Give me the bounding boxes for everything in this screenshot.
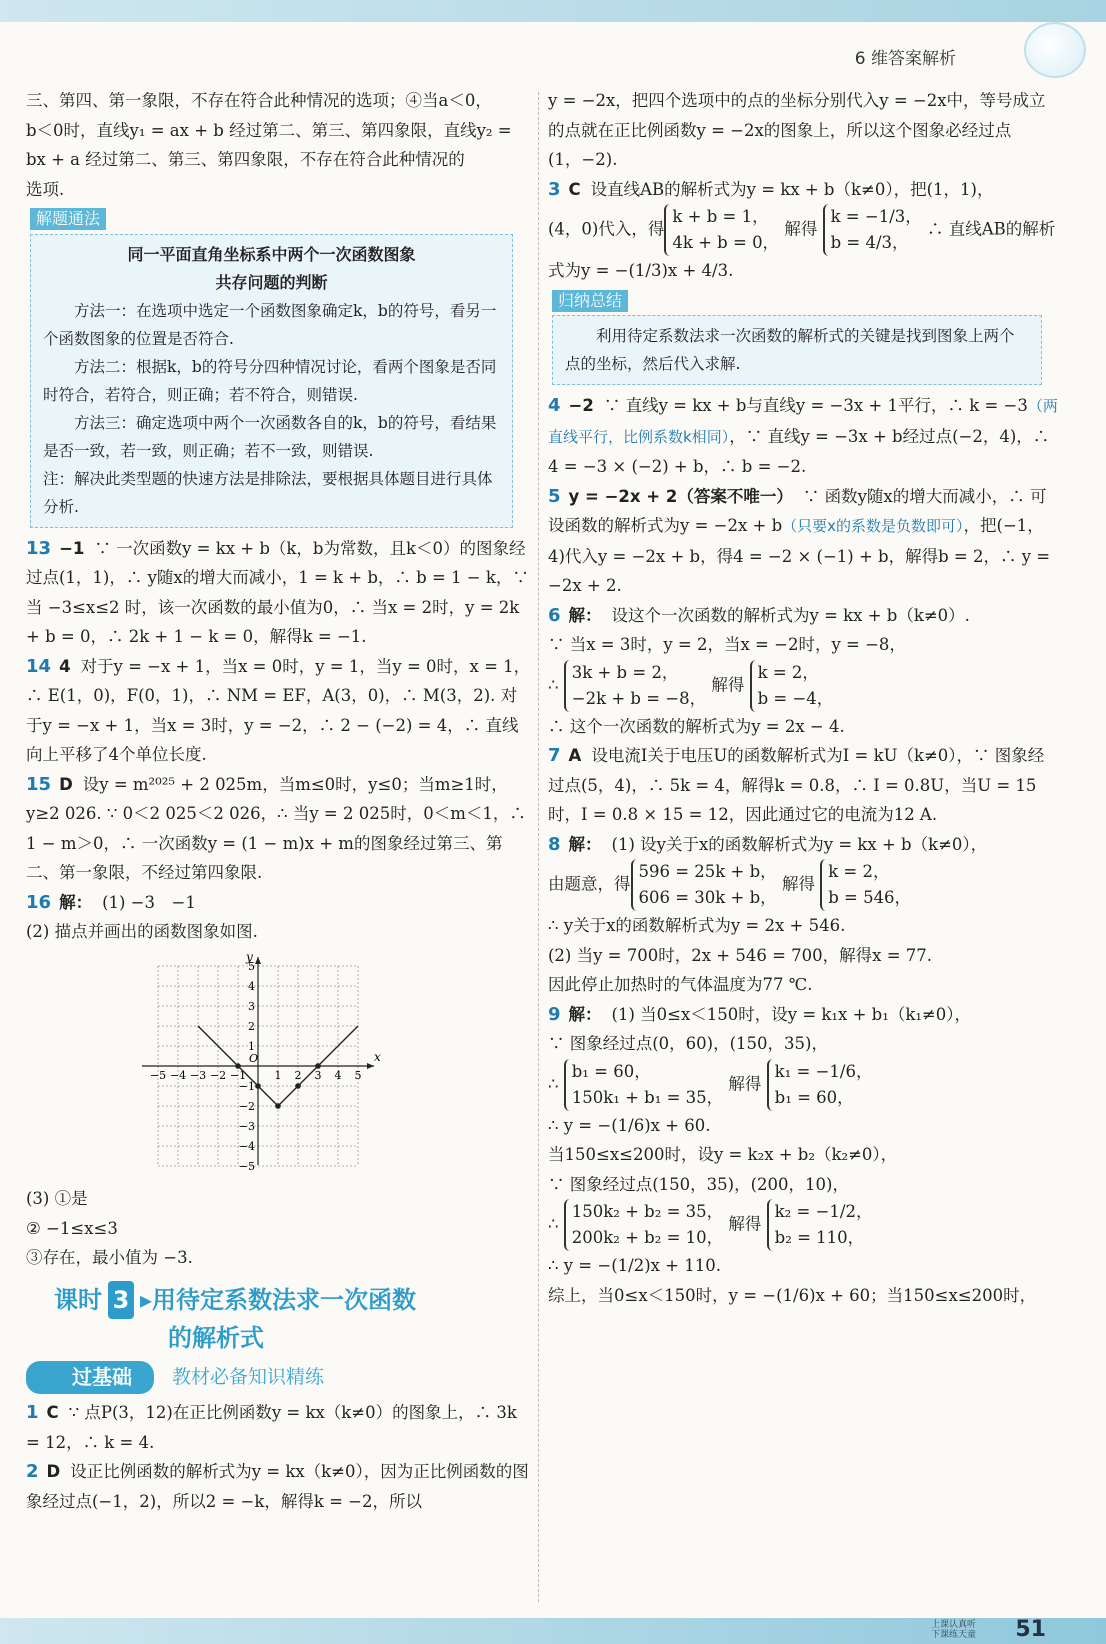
y-tick-label: −5: [238, 1159, 255, 1173]
solution-text: (3) ①是: [26, 1189, 88, 1208]
solution-text: (4，0)代入，得: [548, 219, 665, 239]
y-tick-label: −2: [238, 1099, 255, 1113]
solution-text: ，∵ 直线y = −3x + b经过点(−2，4)，∴ 4 = −3 × (−2) + b，∴ b = −2.: [548, 426, 1050, 476]
question-number: 8: [548, 833, 561, 855]
footer-text: 下课练天童: [930, 1630, 976, 1640]
page-header: 6 维答案解析: [854, 49, 956, 69]
summary-text: 利用待定系数法求一次函数的解析式的关键是找到图象上两个点的坐标，然后代入求解.: [565, 327, 1015, 373]
answer-8: [548, 830, 1060, 860]
equation: 596 = 25k + b，: [638, 862, 777, 881]
x-tick-label: 4: [334, 1068, 342, 1082]
practice-banner: [26, 1361, 531, 1395]
right-column: [548, 86, 1060, 1310]
answer-key: A: [568, 746, 582, 765]
section-label: 课时: [54, 1285, 102, 1314]
equation: k₂ = −1/2，: [774, 1202, 873, 1221]
solution-text: 设电流I关于电压U的函数解析式为I = kU（k≠0），∵ 图象经过点(5，4)，∴ 5k = 4，解得k = 0.8，∴ I = 0.8U，当U = 15时，I = 0.8 × 15 = 12，因此通过它的电流为12 A.: [548, 746, 1045, 824]
solution-text: ② −1≤x≤3: [26, 1218, 118, 1238]
solution-text: 设y = m²⁰²⁵ + 2 025m，当m≤0时，y≤0；当m≥1时，y≥2 026. ∵ 0＜2 025＜2 026，∴ 当y = 2 025时，0＜m＜1，∴ 1 − m＞0，∴ 一次函数y = (1 − m)x + m的图象经过第三、第二、第一象限，不经过第四象限.: [26, 774, 526, 882]
box-title: 同一平面直角坐标系中两个一次函数图象: [127, 244, 416, 264]
equation-system: [767, 1059, 873, 1111]
equation: 3k + b = 2，: [571, 662, 679, 682]
solution-text: ∴ y关于x的函数解析式为y = 2x + 546.: [548, 916, 846, 935]
column-divider: [538, 92, 539, 1602]
answer-key: y = −2x + 2（答案不唯一）: [568, 486, 793, 506]
equation: b = −4，: [757, 688, 834, 708]
answer-key: 解：: [568, 605, 602, 625]
mascot-logo-icon: [1024, 22, 1086, 78]
answer-2: [26, 1457, 531, 1516]
hint-note: （只要x的系数是负数即可）: [782, 517, 964, 535]
text-line: 选项.: [26, 179, 65, 199]
summary-box: [552, 315, 1042, 385]
question-number: 5: [548, 485, 561, 507]
solution-text: ③存在，最小值为 −3.: [26, 1248, 193, 1267]
answer-3: [548, 175, 1060, 205]
solution-text: 解得: [781, 874, 815, 894]
graph-point: [295, 1083, 301, 1089]
equation: 150k₁ + b₁ = 35，: [571, 1087, 724, 1107]
function-graph: [136, 951, 386, 1173]
question-number: 14: [26, 655, 52, 677]
answer-6: [548, 601, 1060, 631]
summary-tag: 归纳总结: [552, 290, 628, 312]
equation: 150k₂ + b₂ = 35，: [571, 1202, 724, 1221]
equation-line: [548, 204, 1060, 256]
solution-text: (2) 描点并画出的函数图象如图.: [26, 922, 258, 941]
solution-text: 因此停止加热时的气体温度为77 ℃.: [548, 975, 813, 994]
question-number: 13: [26, 537, 52, 559]
question-number: 1: [26, 1402, 39, 1423]
left-column: [26, 86, 531, 1516]
x-axis-label: x: [374, 1049, 381, 1064]
x-tick-label: −2: [209, 1068, 227, 1082]
answer-key: C: [568, 179, 581, 199]
answer-key: 4: [59, 656, 71, 676]
equation-system: [631, 859, 777, 911]
method-box: [30, 234, 513, 528]
x-tick-label: −4: [169, 1068, 187, 1082]
equation: k + b = 1，: [672, 207, 769, 226]
solution-text: 对于y = −x + 1，当x = 0时，y = 1，当y = 0时，x = 1，∴ E(1，0)，F(0，1)，∴ NM = EF，A(3，0)，∴ M(3，2). 对于y = −x + 1，当x = 3时，y = −2，∴ 2 − (−2) = 4，∴ 直线向上平移了4个单位长度.: [26, 656, 531, 764]
answer-4: [548, 391, 1060, 482]
graph-point: [255, 1083, 261, 1089]
x-tick-label: 3: [314, 1068, 322, 1082]
solution-text: ∵ 函数y随x的增大而减小，∴ 可设函数的解析式为y = −2x + b: [548, 486, 1047, 535]
question-number: 7: [548, 745, 561, 766]
solution-text: (1) 当0≤x＜150时，设y = k₁x + b₁（k₁≠0），: [611, 1004, 972, 1024]
banner-label: 过基础: [26, 1361, 154, 1395]
box-title: 共存问题的判断: [215, 272, 328, 292]
solution-text: 设直线AB的解析式为y = kx + b（k≠0），把(1，1)，: [590, 179, 994, 199]
question-number: 2: [26, 1461, 39, 1482]
graph-point: [315, 1063, 321, 1069]
equation-system: [664, 204, 779, 256]
equation: b₁ = 60，: [774, 1087, 854, 1107]
equation-line: ∴ b₁ = 60， 150k₁ + b₁ = 35， 解得 k₁ = −1/6， b₁ = 60，: [548, 1059, 1060, 1111]
equation: −2k + b = −8，: [571, 688, 707, 708]
question-number: 15: [26, 773, 52, 795]
hint-note: （两直线平行，比例系数k相同）: [548, 397, 1058, 446]
question-number: 9: [548, 1003, 561, 1025]
solution-text: 解得: [728, 1074, 762, 1093]
section-title: 用待定系数法求一次函数: [152, 1285, 417, 1314]
question-number: 4: [548, 395, 561, 416]
x-axis-arrow-icon: [367, 1063, 374, 1069]
solution-text: 由题意，得: [548, 874, 631, 894]
answer-9: [548, 1000, 1060, 1030]
solution-text: y = −2x，把四个选项中的点的坐标分别代入y = −2x中，等号成立的点就在正比例函数y = −2x的图象上，所以这个图象必经过点(1，−2).: [548, 91, 1046, 169]
solution-text: ∴ 直线AB的解析: [927, 219, 1056, 239]
x-tick-label: 2: [294, 1068, 302, 1082]
question-number: 6: [548, 604, 561, 626]
section-number: 3: [108, 1281, 134, 1319]
y-tick-label: 4: [248, 979, 255, 993]
solution-text: 解得: [728, 1214, 762, 1234]
equation: b = 4/3，: [830, 233, 909, 252]
equation-system: [564, 1199, 723, 1251]
answer-1: [26, 1398, 531, 1457]
solution-text: ∵ 当x = 3时，y = 2，当x = −2时，y = −8，: [548, 635, 906, 654]
y-axis-arrow-icon: [255, 957, 261, 964]
origin-label: O: [249, 1051, 259, 1065]
top-decor-band: [0, 0, 1106, 22]
solution-text: ∵ 一次函数y = kx + b（k，b为常数，且k＜0）的图象经过点(1，1)，∴ y随x的增大而减小，1 = k + b，∴ b = 1 − k，∵ 当 −3≤x≤2 时，该一次函数的最小值为0，∴ 当x = 2时，y = 2k + b = 0，∴ 2k + 1 − k = 0，解得k = −1.: [26, 538, 529, 646]
y-tick-label: 3: [248, 999, 255, 1013]
answer-14: [26, 652, 531, 770]
x-tick-label: −3: [189, 1068, 207, 1082]
footer-text: 上课认真听: [930, 1620, 976, 1630]
answer-5: [548, 482, 1060, 601]
x-tick-label: −1: [229, 1068, 247, 1082]
equation-system: [823, 204, 922, 256]
graph-point: [235, 1063, 241, 1069]
equation-system: [564, 1059, 723, 1111]
equation: 606 = 30k + b，: [638, 888, 777, 907]
solution-text: 解得: [784, 219, 818, 239]
solution-text: ∵ 点P(3，12)在正比例函数y = kx（k≠0）的图象上，∴ 3k = 12，∴ k = 4.: [26, 1403, 517, 1452]
y-tick-label: −1: [238, 1079, 255, 1093]
method-2: 方法二：根据k，b的符号分四种情况讨论，看两个图象是否同时符合，若符合，则正确；若不符合，则错误.: [43, 357, 497, 404]
y-tick-label: −4: [238, 1139, 255, 1153]
solution-text: ∴ y = −(1/6)x + 60.: [548, 1115, 711, 1135]
solution-text: 式为y = −(1/3)x + 4/3.: [548, 261, 734, 280]
equation: k₁ = −1/6，: [774, 1061, 873, 1081]
y-tick-label: 2: [248, 1019, 255, 1033]
solution-text: 设正比例函数的解析式为y = kx（k≠0），因为正比例函数的图象经过点(−1，2)，所以2 = −k，解得k = −2，所以: [26, 1462, 529, 1511]
y-tick-label: −3: [238, 1119, 255, 1133]
method-1: 方法一：在选项中选定一个函数图象确定k，b的符号，看另一个函数图象的位置是否符合.: [43, 301, 497, 348]
section-title: 的解析式: [168, 1323, 264, 1352]
method-tag: 解题通法: [30, 208, 106, 230]
solution-text: 综上，当0≤x＜150时，y = −(1/6)x + 60；当150≤x≤200时，: [548, 1285, 1037, 1305]
solution-text: 设这个一次函数的解析式为y = kx + b（k≠0）.: [611, 605, 970, 625]
page-number: 51: [1015, 1617, 1046, 1642]
answer-16: [26, 888, 531, 918]
graph-point: [275, 1103, 281, 1109]
method-note: 注：解决此类型题的快速方法是排除法，要根据具体题目进行具体分析.: [43, 469, 493, 516]
banner-subtitle: 教材必备知识精练: [172, 1365, 325, 1388]
solution-text: (1) 设y关于x的函数解析式为y = kx + b（k≠0），: [611, 834, 988, 854]
equation-system: [767, 1199, 873, 1251]
answer-key: −2: [568, 396, 594, 415]
equation: b = 546，: [828, 888, 912, 907]
equation-line: ∴ 150k₂ + b₂ = 35， 200k₂ + b₂ = 10， 解得 k₂ = −1/2， b₂ = 110，: [548, 1199, 1060, 1251]
y-tick-label: 1: [248, 1039, 255, 1053]
method-3: 方法三：确定选项中两个一次函数各自的k，b的符号，看结果是否一致，若一致，则正确；若不一致，则错误.: [43, 413, 497, 460]
equation: k = −1/3，: [830, 207, 922, 226]
answer-key: 解：: [568, 1004, 602, 1024]
answer-key: −1: [59, 538, 85, 558]
answer-key: D: [46, 1462, 61, 1481]
solution-text: ∵ 图象经过点(150，35)，(200，10)，: [548, 1174, 849, 1194]
equation: k = 2，: [828, 862, 890, 881]
equation: 200k₂ + b₂ = 10，: [571, 1228, 724, 1247]
equation-system: [564, 660, 706, 712]
solution-text: ∴ y = −(1/2)x + 110.: [548, 1256, 721, 1275]
text-line: bx + a 经过第二、第三、第四象限，不存在符合此种情况的: [26, 150, 465, 169]
solution-text: 解得: [711, 675, 745, 694]
equation: b₁ = 60，: [571, 1061, 651, 1081]
solution-text: (1) −3 −1: [102, 892, 196, 912]
section-arrow-icon: ▸: [140, 1285, 153, 1314]
solution-text: ∵ 图象经过点(0，60)，(150，35)，: [548, 1034, 828, 1053]
solution-text: ∵ 直线y = kx + b与直线y = −3x + 1平行，∴ k = −3: [603, 396, 1028, 415]
equation-system: [750, 660, 834, 712]
answer-key: 解：: [59, 892, 93, 912]
equation: 4k + b = 0，: [672, 233, 780, 252]
x-tick-label: −5: [149, 1068, 167, 1082]
question-number: 3: [548, 178, 561, 200]
y-axis-label: y: [246, 950, 253, 964]
answer-key: D: [59, 774, 73, 794]
text-line: b＜0时，直线y₁ = ax + b 经过第二、第三、第四象限，直线y₂ =: [26, 120, 512, 140]
x-tick-label: 5: [354, 1068, 362, 1082]
x-tick-label: 1: [274, 1068, 282, 1082]
answer-key: C: [46, 1403, 59, 1422]
answer-7: [548, 741, 1060, 830]
solution-text: ，把(−1，4)代入y = −2x + b，得4 = −2 × (−1) + b，解得b = 2，∴ y = −2x + 2.: [548, 516, 1051, 595]
equation: k = 2，: [757, 662, 819, 682]
text-line: 三、第四、第一象限，不存在符合此种情况的选项；④当a＜0，: [26, 91, 492, 110]
solution-text: ∴ 这个一次函数的解析式为y = 2x − 4.: [548, 716, 845, 736]
y-tick-label: 5: [248, 959, 255, 973]
equation-line: [548, 859, 1060, 911]
equation-system: [820, 859, 911, 911]
answer-13: [26, 534, 531, 652]
equation: b₂ = 110，: [774, 1228, 865, 1247]
question-number: 16: [26, 891, 52, 913]
solution-text: 当150≤x≤200时，设y = k₂x + b₂（k₂≠0），: [548, 1145, 898, 1164]
answer-key: 解：: [568, 834, 602, 854]
solution-text: (2) 当y = 700时，2x + 546 = 700，解得x = 77.: [548, 945, 933, 965]
answer-15: [26, 770, 531, 888]
footer-slogan: [931, 1620, 976, 1640]
equation-line: ∴ 3k + b = 2， −2k + b = −8， 解得 k = 2， b = −4，: [548, 660, 1060, 712]
section-heading: [54, 1281, 531, 1357]
